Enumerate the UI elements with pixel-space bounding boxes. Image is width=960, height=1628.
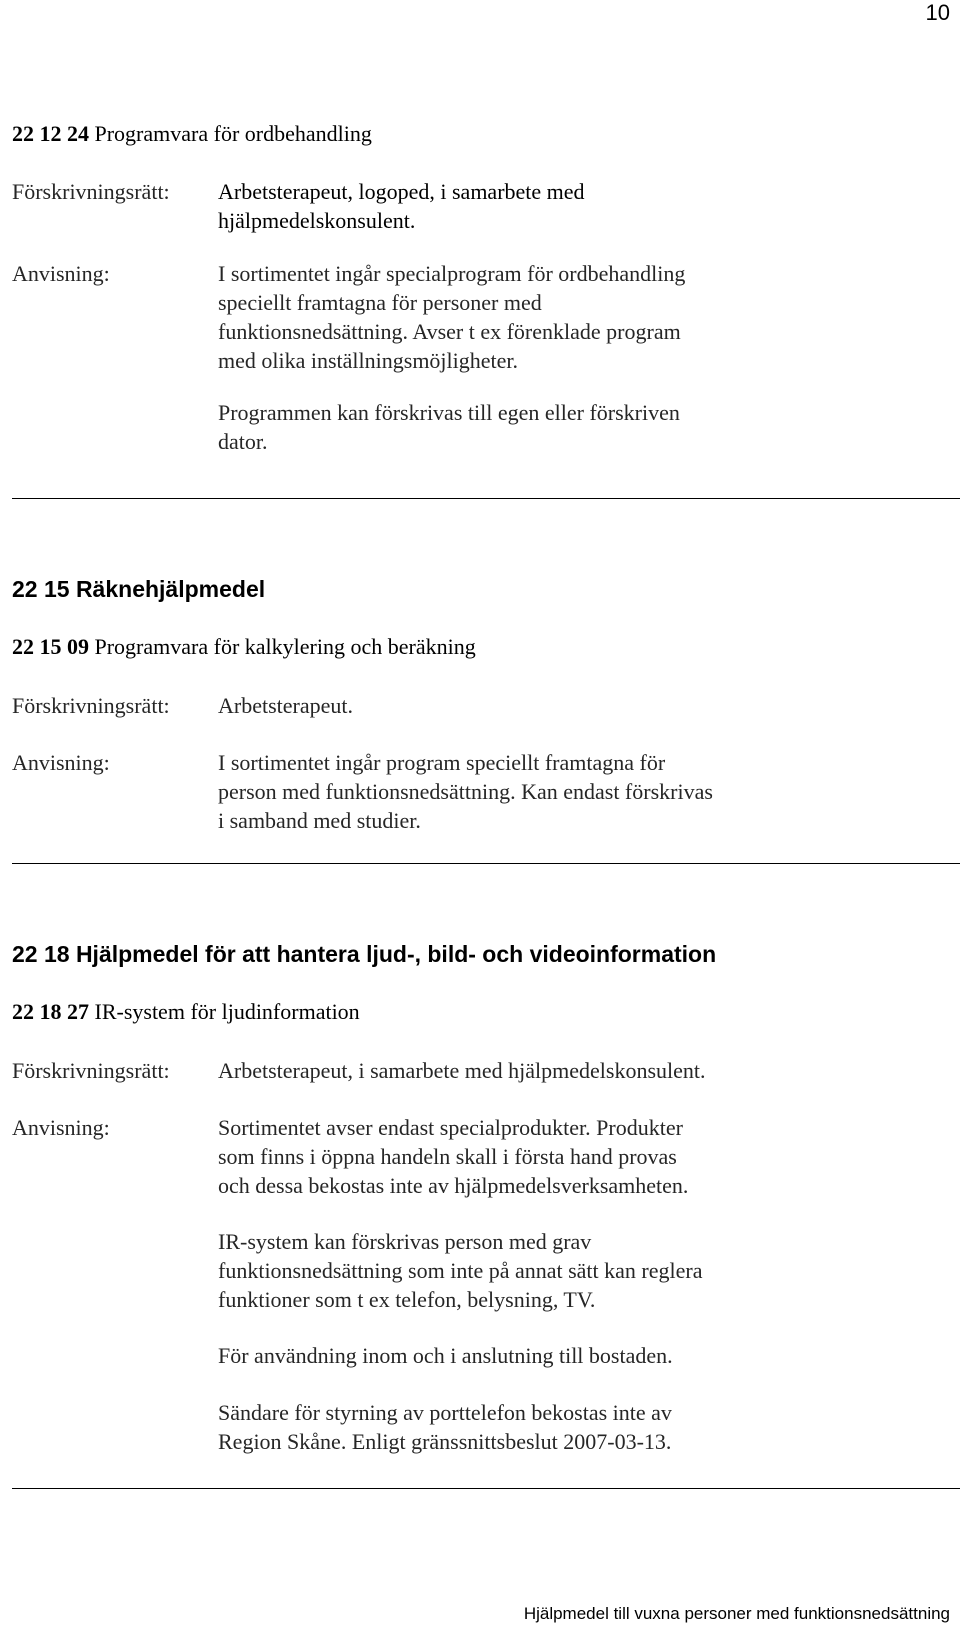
- section-divider: [12, 498, 960, 499]
- instruction-paragraph-1: Sortimentet avser endast specialprodukter. Produkter som finns i öppna handeln skall i första hand provas och dessa bekostas inte av hjälpmedelsverksamheten.: [218, 1115, 689, 1198]
- label-prescription-rights: Förskrivningsrätt:: [12, 179, 170, 204]
- instruction-paragraph-3: För användning inom och i anslutning till bostaden.: [218, 1343, 673, 1368]
- subheading-22-12-24: [12, 121, 372, 147]
- instruction-paragraph-4: Sändare för styrning av porttelefon bekostas inte av Region Skåne. Enligt gränssnittsbeslut 2007-03-13.: [218, 1400, 672, 1454]
- label-instruction: Anvisning:: [12, 750, 110, 775]
- subheading-text: IR-system för ljudinformation: [94, 999, 360, 1024]
- subheading-22-15-09: [12, 634, 476, 660]
- label-instruction: Anvisning:: [12, 261, 110, 286]
- instruction-paragraph-1: I sortimentet ingår program speciellt framtagna för person med funktionsnedsättning. Kan endast förskrivas i samband med studier.: [218, 750, 713, 833]
- subheading-text: Programvara för kalkylering och beräkning: [94, 634, 476, 659]
- section-title-22-18: 22 18 Hjälpmedel för att hantera ljud-, bild- och videoinformation: [12, 941, 717, 967]
- subheading-22-18-27: [12, 999, 360, 1025]
- label-instruction: Anvisning:: [12, 1115, 110, 1140]
- page-footer: Hjälpmedel till vuxna personer med funktionsnedsättning: [523, 1604, 950, 1623]
- instruction-paragraph-2: Programmen kan förskrivas till egen eller förskriven dator.: [218, 400, 680, 454]
- section-divider: [12, 863, 960, 864]
- label-prescription-rights: Förskrivningsrätt:: [12, 693, 170, 718]
- subheading-code: 22 12 24: [12, 121, 89, 146]
- section-divider: [12, 1488, 960, 1489]
- prescription-rights-value: Arbetsterapeut, i samarbete med hjälpmedelskonsulent.: [218, 1058, 706, 1083]
- instruction-paragraph-1: I sortimentet ingår specialprogram för ordbehandling speciellt framtagna för personer med funktionsnedsättning. Avser t ex förenklade program med olika inställningsmöjligheter.: [218, 261, 686, 373]
- subheading-code: 22 18 27: [12, 999, 89, 1024]
- subheading-code: 22 15 09: [12, 634, 89, 659]
- subheading-text: Programvara för ordbehandling: [94, 121, 372, 146]
- page-number: 10: [925, 0, 950, 25]
- instruction-paragraph-2: IR-system kan förskrivas person med grav funktionsnedsättning som inte på annat sätt kan reglera funktioner som t ex telefon, belysning, TV.: [218, 1229, 703, 1312]
- prescription-rights-value: Arbetsterapeut.: [218, 693, 353, 718]
- label-prescription-rights: Förskrivningsrätt:: [12, 1058, 170, 1083]
- section-title-22-15: 22 15 Räknehjälpmedel: [12, 576, 266, 602]
- prescription-rights-value: Arbetsterapeut, logoped, i samarbete med hjälpmedelskonsulent.: [218, 179, 585, 233]
